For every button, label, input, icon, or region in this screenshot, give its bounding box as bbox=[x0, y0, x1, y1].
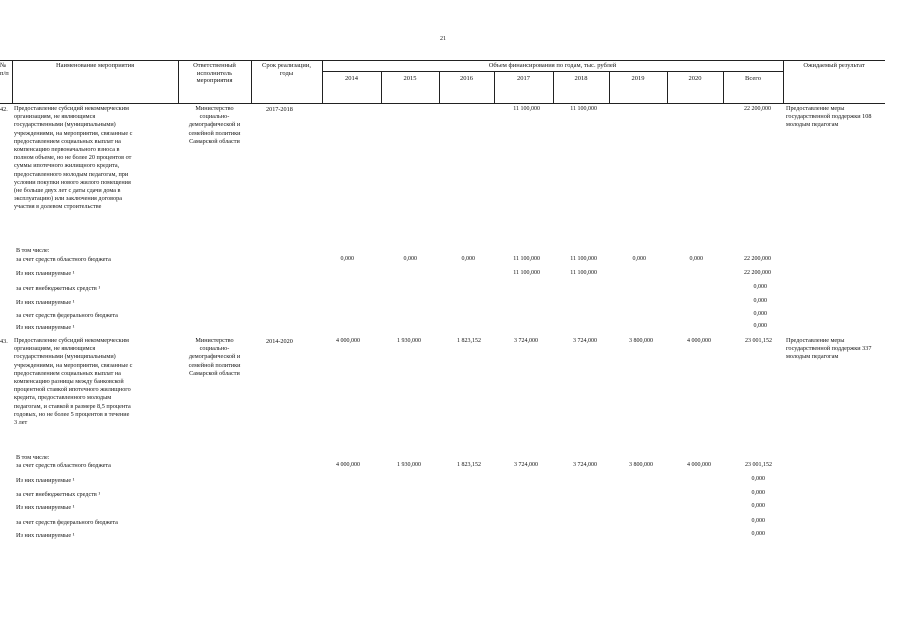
sub-value: 3 724,000 bbox=[573, 462, 597, 468]
row-period: 2014-2020 bbox=[266, 338, 293, 345]
value-2015: 1 930,000 bbox=[397, 338, 421, 344]
header-result: Ожидаемый результат bbox=[803, 62, 865, 69]
sub-value: 11 100,000 bbox=[570, 256, 597, 262]
value-2016: 1 823,152 bbox=[457, 338, 481, 344]
sub-value: 3 724,000 bbox=[514, 462, 538, 468]
header-name: Наименование мероприятия bbox=[55, 62, 135, 69]
value-total: 23 001,152 bbox=[745, 338, 772, 344]
sub-value: 0,000 bbox=[632, 256, 646, 262]
in-that-label: В том числе: bbox=[16, 454, 50, 461]
sub-value: 11 100,000 bbox=[570, 270, 597, 276]
sub-label: за счет средств федерального бюджета bbox=[16, 312, 118, 319]
row-name: Предоставление субсидий некоммерческим организациям, не являющимся государственными (муниципальными) учреждениями, на мероприятия, связанные с предоставлением социальных выплат на компенсацию первоначального взноса в полном объеме, но не более 20 процентов от суммы ипотечного жилищного кредита, предоставленного молодым педагогам, при условии покупки нового жилого помещения (не больше двух лет с даты сдачи дома в эксплуатацию) или заключения договора участия в долевом строительстве bbox=[14, 105, 133, 211]
row-result: Предоставление меры государственной поддержки 337 молодым педагогам bbox=[786, 337, 872, 361]
sub-label: за счет средств областного бюджета bbox=[16, 256, 111, 263]
row-responsible: Министерство социально- демографической и семейной политики Самарской области bbox=[188, 105, 241, 145]
header-year: 2016 bbox=[460, 75, 473, 82]
sub-total: 0,000 bbox=[751, 503, 765, 509]
header-year: 2017 bbox=[517, 75, 530, 82]
value-2018: 11 100,000 bbox=[570, 106, 597, 112]
sub-value: 1 930,000 bbox=[397, 462, 421, 468]
sub-total: 22 200,000 bbox=[744, 270, 771, 276]
row-responsible: Министерство социально- демографической и семейной политики Самарской области bbox=[188, 337, 241, 377]
sub-value: 0,000 bbox=[403, 256, 417, 262]
sub-label: Из них планируемые ¹ bbox=[16, 532, 75, 539]
row-number: 42. bbox=[0, 106, 8, 113]
sub-value: 11 100,000 bbox=[513, 256, 540, 262]
value-total: 22 200,000 bbox=[744, 106, 771, 112]
sub-label: за счет средств федерального бюджета bbox=[16, 519, 118, 526]
sub-label: Из них планируемые ¹ bbox=[16, 270, 75, 277]
sub-total: 0,000 bbox=[753, 298, 767, 304]
sub-total: 22 200,000 bbox=[744, 256, 771, 262]
table-top-border bbox=[0, 60, 885, 61]
sub-label: Из них планируемые ¹ bbox=[16, 324, 75, 331]
sub-label: за счет средств областного бюджета bbox=[16, 462, 111, 469]
header-bottom-border bbox=[0, 103, 885, 104]
header-year: 2018 bbox=[574, 75, 588, 82]
sub-total: 0,000 bbox=[753, 323, 767, 329]
header-num: № п/п bbox=[0, 62, 9, 77]
sub-value: 0,000 bbox=[461, 256, 475, 262]
page-number: 21 bbox=[440, 36, 446, 42]
sub-total: 0,000 bbox=[753, 311, 767, 317]
value-2017: 11 100,000 bbox=[513, 106, 540, 112]
sub-value: 4 000,000 bbox=[687, 462, 711, 468]
header-year: 2015 bbox=[403, 75, 417, 82]
sub-value: 0,000 bbox=[689, 256, 703, 262]
sub-label: за счет внебюджетных средств ¹ bbox=[16, 491, 101, 498]
in-that-label: В том числе: bbox=[16, 247, 50, 254]
sub-value: 4 000,000 bbox=[336, 462, 360, 468]
value-2018: 3 724,000 bbox=[573, 338, 597, 344]
value-2017: 3 724,000 bbox=[514, 338, 538, 344]
sub-total: 23 001,152 bbox=[745, 462, 772, 468]
sub-total: 0,000 bbox=[753, 284, 767, 290]
value-2014: 4 000,000 bbox=[336, 338, 360, 344]
sub-label: Из них планируемые ¹ bbox=[16, 477, 75, 484]
sub-total: 0,000 bbox=[751, 476, 765, 482]
sub-value: 3 800,000 bbox=[629, 462, 653, 468]
sub-total: 0,000 bbox=[751, 531, 765, 537]
header-total: Всего bbox=[745, 75, 761, 82]
sub-label: за счет внебюджетных средств ¹ bbox=[16, 285, 101, 292]
row-period: 2017-2018 bbox=[266, 106, 293, 113]
header-period: Срок реализации, годы bbox=[261, 62, 311, 77]
sub-label: Из них планируемые ¹ bbox=[16, 504, 75, 511]
header-year: 2019 bbox=[631, 75, 645, 82]
value-2020: 4 000,000 bbox=[687, 338, 711, 344]
row-number: 43. bbox=[0, 338, 8, 345]
sub-value: 11 100,000 bbox=[513, 270, 540, 276]
sub-label: Из них планируемые ¹ bbox=[16, 299, 75, 306]
header-financing: Объем финансирования по годам, тыс. рублей bbox=[488, 62, 617, 69]
header-year: 2014 bbox=[345, 75, 358, 82]
sub-value: 0,000 bbox=[340, 256, 354, 262]
sub-value: 1 823,152 bbox=[457, 462, 481, 468]
sub-total: 0,000 bbox=[751, 518, 765, 524]
sub-total: 0,000 bbox=[751, 490, 765, 496]
row-name: Предоставление субсидий некоммерческим организациям, не являющимся государственными (муниципальными) учреждениями, на мероприятия, связанные с предоставлением социальных выплат на компенсацию разницы между банковской процентной ставкой ипотечного жилищного кредита, предоставленного молодым педагогам, и ставкой в размере 8,5 процента годовых, но не более 5 процентов в течение 3 лет bbox=[14, 337, 133, 427]
header-year: 2020 bbox=[688, 75, 702, 82]
value-2019: 3 800,000 bbox=[629, 338, 653, 344]
row-result: Предоставление меры государственной поддержки 108 молодым педагогам bbox=[786, 105, 872, 129]
header-responsible: Ответственный исполнитель мероприятия bbox=[193, 62, 236, 84]
